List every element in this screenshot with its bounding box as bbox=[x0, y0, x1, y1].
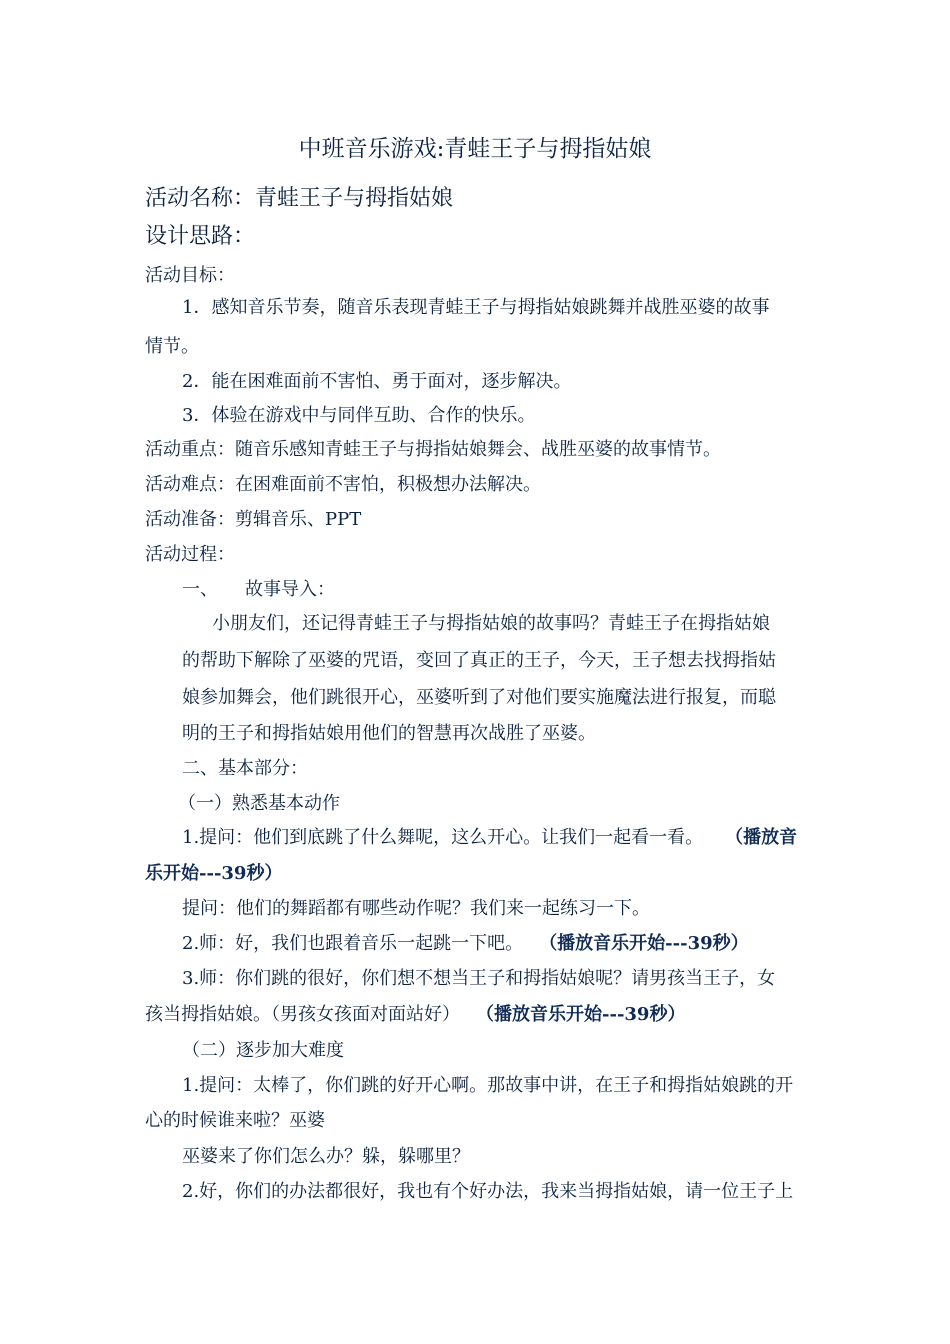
preparation: 活动准备：剪辑音乐、PPT bbox=[145, 509, 362, 530]
sub1-item-3-music-cue: （播放音乐开始---39秒） bbox=[476, 1004, 686, 1025]
section1-paragraph-line: 小朋友们，还记得青蛙王子与拇指姑娘的故事吗？青蛙王子在拇指姑娘 bbox=[212, 613, 770, 634]
sub1-item-3-text: 孩当拇指姑娘。（男孩女孩面对面站好） bbox=[145, 1004, 460, 1025]
sub1-item-1-music-cue-continued: 乐开始---39秒） bbox=[145, 863, 283, 884]
goal-item: 3．体验在游戏中与同伴互助、合作的快乐。 bbox=[182, 405, 536, 426]
sub2-item-1-continued: 心的时候谁来啦？巫婆 bbox=[145, 1110, 325, 1131]
sub1-item-3-continued bbox=[145, 1003, 685, 1027]
process-label: 活动过程： bbox=[145, 544, 235, 565]
difficulty: 活动难点：在困难面前不害怕，积极想办法解决。 bbox=[145, 474, 541, 495]
design-idea-heading: 设计思路： bbox=[145, 224, 256, 249]
sub1-item-1-followup: 提问：他们的舞蹈都有哪些动作呢？我们来一起练习一下。 bbox=[182, 898, 650, 919]
sub1-item-1 bbox=[182, 826, 797, 850]
goal-item-continued: 情节。 bbox=[145, 336, 199, 357]
sub2-item-2: 2.好，你们的办法都很好，我也有个好办法，我来当拇指姑娘，请一位王子上 bbox=[182, 1181, 794, 1202]
section1-paragraph-line: 明的王子和拇指姑娘用他们的智慧再次战胜了巫婆。 bbox=[182, 723, 596, 744]
sub1-item-2 bbox=[182, 932, 749, 956]
section1-paragraph-line: 娘参加舞会，他们跳很开心，巫婆听到了对他们要实施魔法进行报复，而聪 bbox=[182, 687, 776, 708]
goals-label: 活动目标： bbox=[145, 265, 235, 286]
sub1-item-1-text: 1.提问：他们到底跳了什么舞呢，这么开心。让我们一起看一看。 bbox=[182, 827, 704, 848]
section1-heading: 一、 故事导入： bbox=[182, 579, 335, 600]
sub1-item-3: 3.师：你们跳的很好，你们想不想当王子和拇指姑娘呢？请男孩当王子，女 bbox=[182, 968, 776, 989]
sub2-item-1: 1.提问：太棒了，你们跳的好开心啊。那故事中讲，在王子和拇指姑娘跳的开 bbox=[182, 1075, 794, 1096]
sub2-heading: （二）逐步加大难度 bbox=[182, 1040, 344, 1061]
sub2-item-1-followup: 巫婆来了你们怎么办？躲，躲哪里？ bbox=[182, 1146, 470, 1167]
section1-paragraph-line: 的帮助下解除了巫婆的咒语，变回了真正的王子，今天，王子想去找拇指姑 bbox=[182, 650, 776, 671]
section2-heading: 二、基本部分： bbox=[182, 758, 308, 779]
sub1-item-2-music-cue: （播放音乐开始---39秒） bbox=[539, 933, 749, 954]
activity-name: 活动名称：青蛙王子与拇指姑娘 bbox=[145, 186, 454, 211]
sub1-heading: （一）熟悉基本动作 bbox=[178, 793, 340, 814]
sub1-item-1-music-cue: （播放音 bbox=[725, 827, 798, 848]
key-point: 活动重点：随音乐感知青蛙王子与拇指姑娘舞会、战胜巫婆的故事情节。 bbox=[145, 439, 721, 460]
goal-item: 2．能在困难面前不害怕、勇于面对，逐步解决。 bbox=[182, 371, 572, 392]
document-title: 中班音乐游戏:青蛙王子与拇指姑娘 bbox=[298, 136, 652, 162]
goal-item: 1．感知音乐节奏，随音乐表现青蛙王子与拇指姑娘跳舞并战胜巫婆的故事 bbox=[182, 297, 770, 318]
sub1-item-2-text: 2.师：好，我们也跟着音乐一起跳一下吧。 bbox=[182, 933, 524, 954]
